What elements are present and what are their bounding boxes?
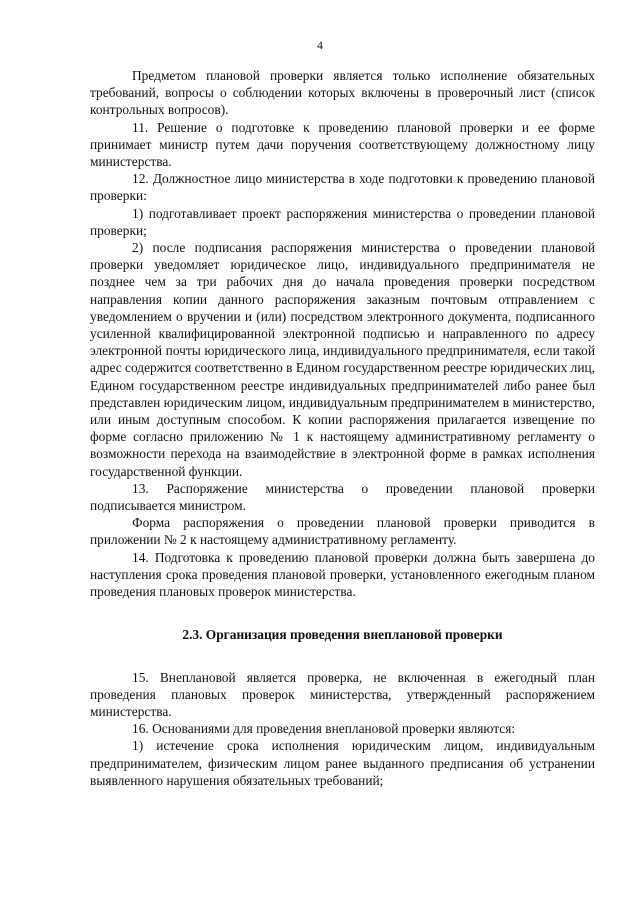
paragraph-16-item-1: 1) истечение срока исполнения юридическим лицом, индивидуальным предпринимателем, физическим лицом ранее выданного предписания об устранении выявленного нарушения обязательных требований;: [90, 738, 595, 788]
paragraph-15: 15. Внеплановой является проверка, не включенная в ежегодный план проведения плановых проверок министерства, утвержденный распоряжением министерства.: [90, 669, 595, 719]
paragraph-12-item-2: 2) после подписания распоряжения министерства о проведении плановой проверки уведомляет юридическое лицо, индивидуального предпринимателя не позднее чем за три рабочих дня до начала проведения проверки посредством направления копии данного распоряжения заказным почтовым отправлением с уведомлением о вручении и (или) посредством электронного документа, подписанного усиленной квалифицированной электронной подписью и направленного по адресу электронной почты юридического лица, индивидуального предпринимателя, если такой адрес содержится соответственно в Едином государственном реестре юридических лиц, Едином государственном реестре индивидуальных предпринимателей либо ранее был представлен юридическим лицом, индивидуальным предпринимателем в министерство, или иным доступным способом. К копии распоряжения прилагается извещение по форме согласно приложению № 1 к настоящему административному регламенту о возможности перехода на взаимодействие в электронной форме в рамках исполнения государственной функции.: [90, 240, 596, 479]
paragraph-12: 12. Должностное лицо министерства в ходе подготовки к проведению плановой проверки:: [90, 171, 595, 204]
paragraph-subject-of-inspection: Предметом плановой проверки является только исполнение обязательных требований, вопросы о соблюдении которых включены в проверочный лист (список контрольных вопросов).: [90, 68, 595, 118]
paragraph-order-form: Форма распоряжения о проведении плановой проверки приводится в приложении № 2 к настоящему административному регламенту.: [90, 515, 595, 548]
document-body: [90, 67, 595, 789]
paragraph-12-item-1: 1) подготавливает проект распоряжения министерства о проведении плановой проверки;: [90, 205, 595, 238]
paragraph-13: 13. Распоряжение министерства о проведении плановой проверки подписывается министром.: [90, 480, 595, 514]
paragraph-11: 11. Решение о подготовке к проведению плановой проверки и ее форме принимает министр путем дачи поручения соответствующему должностному лицу министерства.: [90, 119, 595, 170]
paragraph-14: 14. Подготовка к проведению плановой проверки должна быть завершена до наступления срока проведения плановой проверки, установленного ежегодным планом проведения плановых проверок министерства.: [90, 549, 595, 600]
page-number: 4: [317, 38, 323, 52]
section-heading: 2.3. Организация проведения внеплановой проверки: [182, 627, 503, 643]
paragraph-16: 16. Основаниями для проведения внеплановой проверки являются:: [132, 721, 516, 737]
